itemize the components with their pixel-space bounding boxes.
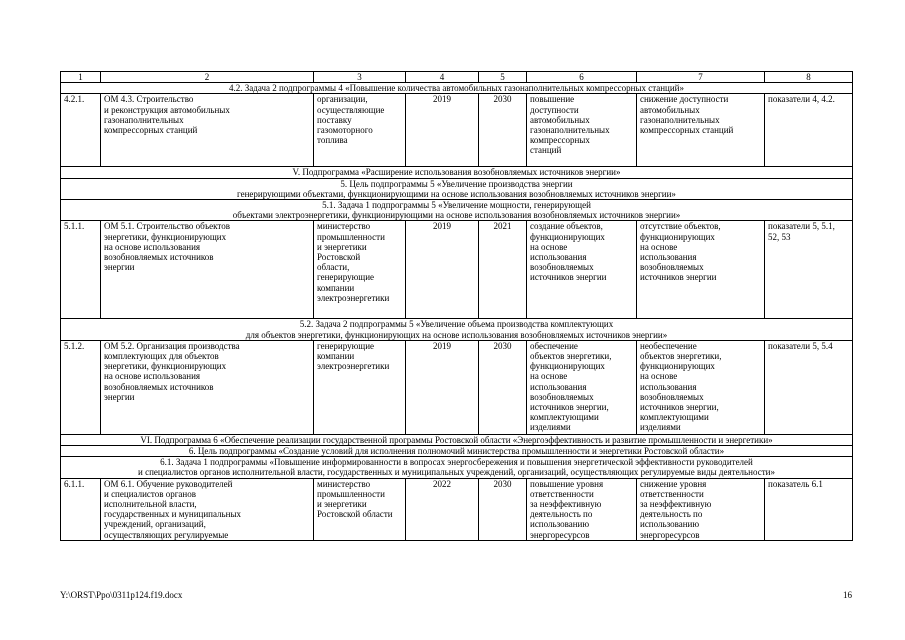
- start-year: 2022: [406, 478, 479, 540]
- cell-line: возобновляемых: [640, 262, 704, 273]
- cell-line: комплектующими: [640, 412, 709, 423]
- cell-line: газонаполнительных: [104, 114, 184, 125]
- cell-line: энергии: [104, 391, 135, 402]
- cell-line: возобновляемых: [640, 391, 704, 402]
- cell-line: возобновляемых: [530, 262, 594, 273]
- section-row: [61, 167, 853, 178]
- cell-line: обеспечение: [530, 340, 578, 351]
- cell-line: функционирующих: [530, 361, 605, 372]
- cell-line: организации,: [317, 94, 368, 105]
- cell-line: 52, 53: [768, 231, 791, 242]
- cell-line: компании: [317, 282, 355, 293]
- cell-line: электроэнергетики: [317, 292, 390, 303]
- cell-line: газонаполнительных: [640, 114, 720, 125]
- result-cell: [527, 221, 637, 319]
- end-year: 2030: [479, 340, 527, 434]
- cell-line: автомобильных: [530, 114, 590, 125]
- cell-line: использования: [640, 252, 697, 263]
- cell-line: государственных и муниципальных: [104, 509, 241, 520]
- cell-line: функционирующих: [530, 231, 605, 242]
- cell-line: источников энергии: [530, 272, 607, 283]
- header-cell: 4: [406, 72, 479, 83]
- cell-line: энергетики, функционирующих: [104, 361, 227, 372]
- cell-line: объектов энергетики,: [640, 351, 722, 362]
- indicator-cell: [765, 340, 853, 434]
- result-cell: [527, 94, 637, 167]
- table-row: [61, 221, 853, 319]
- cell-line: снижение уровня: [640, 478, 707, 489]
- cell-line: ОМ 4.3. Строительство: [104, 94, 194, 105]
- cell-line: необеспечение: [640, 340, 697, 351]
- heading-line: и специалистов органов исполнительной власти, государственных и муниципальных учреждений, организаций, осуществляющих регулируемые виды деятельности»: [138, 467, 775, 478]
- indicator-cell: [765, 94, 853, 167]
- section-row: [61, 178, 853, 199]
- cell-line: изделиями: [530, 422, 571, 433]
- cell-line: газонаполнительных: [530, 125, 610, 136]
- cell-line: энергии: [104, 262, 135, 273]
- section-heading: [61, 178, 853, 199]
- section-heading: 4.2. Задача 2 подпрограммы 4 «Повышение количества автомобильных газонаполнительных компрессорных станций»: [61, 83, 853, 94]
- cell-line: комплектующих для объектов: [104, 351, 219, 362]
- row-number: 5.1.2.: [61, 340, 101, 434]
- cell-line: деятельность по: [530, 509, 593, 520]
- document-page: [60, 71, 852, 541]
- header-cell: 3: [314, 72, 406, 83]
- cell-line: источников энергии,: [530, 402, 609, 413]
- cell-line: показатели 5, 5.4: [768, 340, 833, 351]
- cell-line: на основе: [640, 241, 678, 252]
- cell-line: показатели 4, 4.2.: [768, 94, 835, 105]
- cell-line: на основе использования: [104, 371, 201, 382]
- cell-line: показатель 6.1: [768, 478, 823, 489]
- cell-line: ОМ 6.1. Обучение руководителей: [104, 478, 233, 489]
- cell-line: на основе: [530, 241, 568, 252]
- cell-line: и реконструкция автомобильных: [104, 104, 230, 115]
- heading-line: объектами электроэнергетики, функционирующими на основе использования возобновляемых источников энергии»: [232, 210, 681, 221]
- cell-line: газомоторного: [317, 125, 373, 136]
- row-number: 6.1.1.: [61, 478, 101, 540]
- cell-line: на основе: [640, 371, 678, 382]
- heading-line: для объектов энергетики, функционирующих на основе использования возобновляемых источников энергии»: [245, 329, 668, 340]
- cell-line: на основе использования: [104, 241, 201, 252]
- cell-line: за неэффективную: [640, 499, 712, 510]
- section-row: [61, 446, 853, 457]
- cell-line: осуществляющих регулируемые: [104, 529, 229, 540]
- executor-cell: [314, 340, 406, 434]
- cell-line: источников энергии,: [640, 402, 719, 413]
- cell-line: Ростовской: [317, 252, 361, 263]
- header-cell: 7: [637, 72, 765, 83]
- cell-line: ответственности: [530, 488, 594, 499]
- cell-line: осуществляющие: [317, 104, 385, 115]
- cell-line: электроэнергетики: [317, 361, 390, 372]
- event-cell: [101, 94, 314, 167]
- cell-line: министерство: [317, 221, 371, 232]
- cell-line: Ростовской области: [317, 509, 393, 520]
- header-cell: 2: [101, 72, 314, 83]
- cell-line: комплектующими: [530, 412, 599, 423]
- cell-line: использования: [530, 252, 587, 263]
- header-cell: 1: [61, 72, 101, 83]
- cell-line: компрессорных станций: [640, 125, 734, 136]
- cell-line: и энергетики: [317, 499, 367, 510]
- start-year: 2019: [406, 221, 479, 319]
- cell-line: ОМ 5.2. Организация производства: [104, 340, 240, 351]
- section-heading: [61, 200, 853, 221]
- cell-line: использования: [640, 381, 697, 392]
- cell-line: энергоресурсов: [640, 529, 700, 540]
- cell-line: на основе: [530, 371, 568, 382]
- row-number: 5.1.1.: [61, 221, 101, 319]
- heading-line: 6.1. Задача 1 подпрограммы «Повышение информированности в вопросах энергосбережения и повышения энергетической эффективности руководителей: [160, 457, 753, 468]
- cell-line: изделиями: [640, 422, 681, 433]
- cell-line: показатели 5, 5.1,: [768, 221, 835, 232]
- heading-line: генерирующими объектами, функционирующими на основе использования возобновляемых источников энергии»: [237, 188, 676, 199]
- result-cell: [527, 340, 637, 434]
- start-year: 2019: [406, 94, 479, 167]
- cell-line: и энергетики: [317, 241, 367, 252]
- cell-line: возобновляемых источников: [104, 252, 214, 263]
- cell-line: функционирующих: [640, 231, 715, 242]
- table-row: [61, 340, 853, 434]
- cell-line: создание объектов,: [530, 221, 603, 232]
- header-row: [61, 72, 853, 83]
- end-year: 2030: [479, 94, 527, 167]
- section-row: [61, 200, 853, 221]
- cell-line: исполнительной власти,: [104, 499, 197, 510]
- executor-cell: [314, 94, 406, 167]
- cell-line: поставку: [317, 114, 352, 125]
- cell-line: станций: [530, 145, 562, 156]
- header-cell: 5: [479, 72, 527, 83]
- header-cell: 6: [527, 72, 637, 83]
- page-number: 16: [843, 590, 852, 600]
- section-heading: [61, 457, 853, 478]
- cell-line: генерирующие: [317, 272, 375, 283]
- row-number: 4.2.1.: [61, 94, 101, 167]
- cell-line: снижение доступности: [640, 94, 729, 105]
- section-heading: [61, 319, 853, 340]
- cell-line: автомобильных: [640, 104, 700, 115]
- header-cell: 8: [765, 72, 853, 83]
- cell-line: доступности: [530, 104, 579, 115]
- consequence-cell: [637, 94, 765, 167]
- event-cell: [101, 340, 314, 434]
- cell-line: источников энергии: [640, 272, 717, 283]
- event-cell: [101, 478, 314, 540]
- cell-line: отсутствие объектов,: [640, 221, 721, 232]
- consequence-cell: [637, 478, 765, 540]
- cell-line: промышленности: [317, 488, 385, 499]
- executor-cell: [314, 221, 406, 319]
- section-heading: 6. Цель подпрограммы «Создание условий для исполнения полномочий министерства промышленности и энергетики Ростовской области»: [61, 446, 853, 457]
- cell-line: энергетики, функционирующих: [104, 231, 227, 242]
- cell-line: компрессорных станций: [104, 125, 198, 136]
- section-heading: V. Подпрограмма «Расширение использования возобновляемых источников энергии»: [61, 167, 853, 178]
- cell-line: возобновляемых: [530, 391, 594, 402]
- heading-line: 5.2. Задача 2 подпрограммы 5 «Увеличение объема производства комплектующих: [299, 319, 614, 330]
- event-cell: [101, 221, 314, 319]
- cell-line: энергоресурсов: [530, 529, 590, 540]
- result-cell: [527, 478, 637, 540]
- cell-line: и специалистов органов: [104, 488, 196, 499]
- cell-line: области,: [317, 262, 350, 273]
- cell-line: компании: [317, 351, 355, 362]
- heading-line: 5. Цель подпрограммы 5 «Увеличение производства энергии: [340, 178, 573, 189]
- section-heading: VI. Подпрограмма 6 «Обеспечение реализации государственной программы Ростовской области «Энергоэффективность и развитие промышленности и энергетики»: [61, 434, 853, 445]
- cell-line: использованию: [640, 519, 700, 530]
- section-row: [61, 434, 853, 445]
- end-year: 2021: [479, 221, 527, 319]
- indicator-cell: [765, 221, 853, 319]
- cell-line: деятельность по: [640, 509, 703, 520]
- consequence-cell: [637, 221, 765, 319]
- end-year: 2030: [479, 478, 527, 540]
- table-row: [61, 478, 853, 540]
- cell-line: компрессорных: [530, 135, 590, 146]
- cell-line: использованию: [530, 519, 590, 530]
- cell-line: за неэффективную: [530, 499, 602, 510]
- cell-line: повышение: [530, 94, 575, 105]
- cell-line: промышленности: [317, 231, 385, 242]
- consequence-cell: [637, 340, 765, 434]
- cell-line: ответственности: [640, 488, 704, 499]
- start-year: 2019: [406, 340, 479, 434]
- cell-line: генерирующие: [317, 340, 375, 351]
- cell-line: министерство: [317, 478, 371, 489]
- indicator-cell: [765, 478, 853, 540]
- table-row: [61, 94, 853, 167]
- heading-line: 5.1. Задача 1 подпрограммы 5 «Увеличение мощности, генерирующей: [322, 200, 591, 211]
- file-path: Y:\ORST\Ppo\0311p124.f19.docx: [60, 590, 183, 600]
- cell-line: объектов энергетики,: [530, 351, 612, 362]
- cell-line: повышение уровня: [530, 478, 604, 489]
- cell-line: ОМ 5.1. Строительство объектов: [104, 221, 230, 232]
- program-table: [60, 71, 853, 541]
- section-row: [61, 83, 853, 94]
- section-row: [61, 319, 853, 340]
- cell-line: учреждений, организаций,: [104, 519, 206, 530]
- cell-line: топлива: [317, 135, 348, 146]
- cell-line: функционирующих: [640, 361, 715, 372]
- section-row: [61, 457, 853, 478]
- cell-line: использования: [530, 381, 587, 392]
- cell-line: возобновляемых источников: [104, 381, 214, 392]
- executor-cell: [314, 478, 406, 540]
